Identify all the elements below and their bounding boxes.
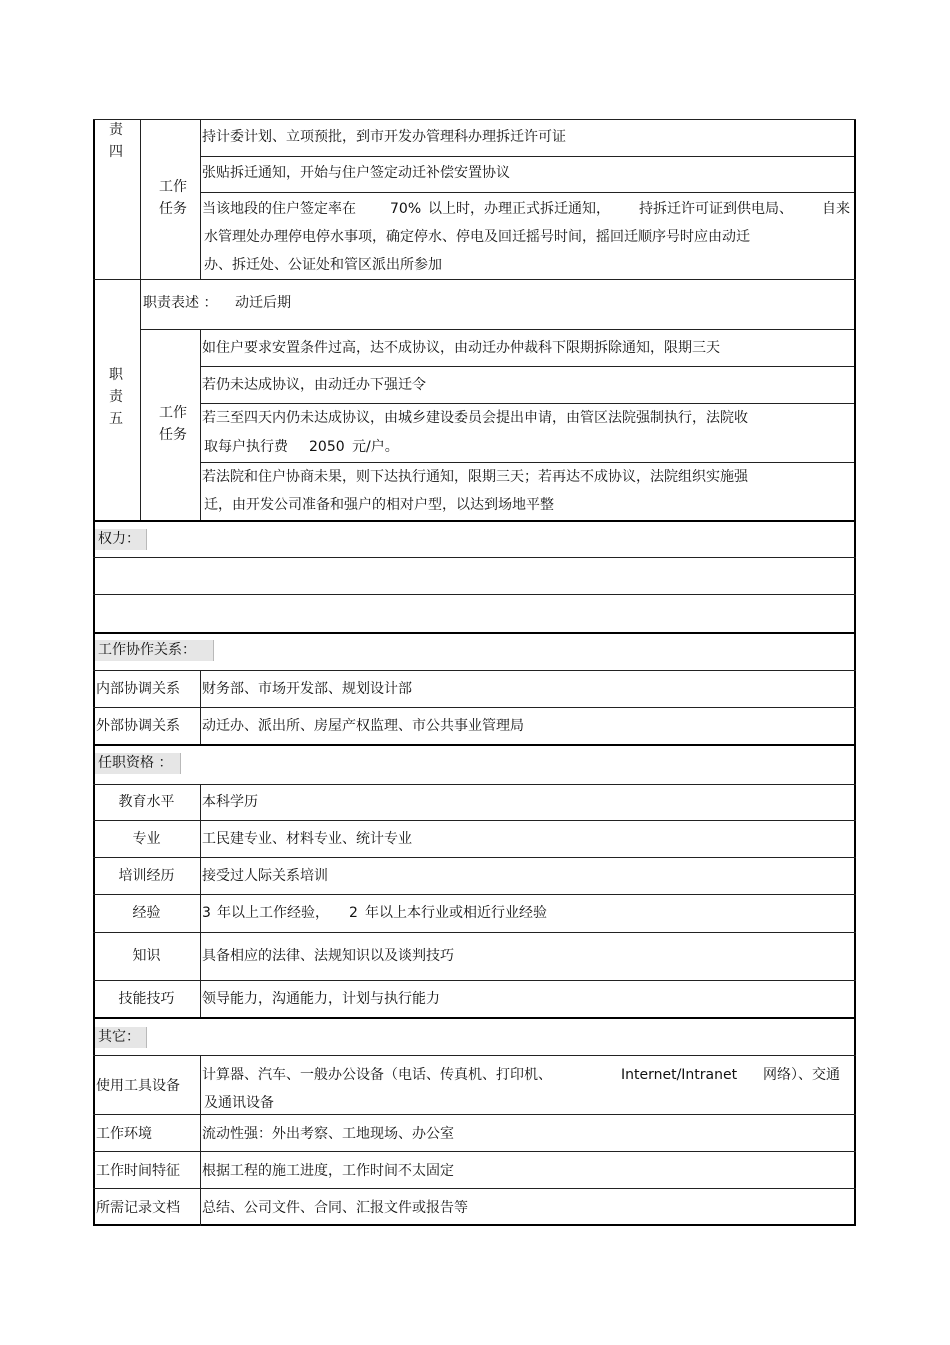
- duty5-top-line: [93, 279, 856, 280]
- experience-value-c: 2: [349, 905, 358, 921]
- duty5-desc-line: [140, 329, 854, 330]
- tools-value-c: 网络）、交通: [763, 1067, 840, 1083]
- duty4-label: [93, 119, 139, 163]
- duty4-col-divider: [140, 119, 141, 279]
- records-value: 总结、公司文件、合同、汇报文件或报告等: [202, 1200, 468, 1216]
- task-label-char: 任务: [159, 201, 187, 217]
- cooperation-col-divider: [200, 670, 201, 744]
- duty5-col-divider: [140, 279, 141, 520]
- duty5-task-3-line2c: 元/户。: [352, 439, 399, 455]
- experience-value-b: 年以上工作经验，: [217, 905, 329, 921]
- environment-key: 工作环境: [96, 1126, 152, 1142]
- other-section-label: [95, 1027, 147, 1048]
- external-coordination-key: 外部协调关系: [96, 718, 180, 734]
- internal-coordination-key: 内部协调关系: [96, 681, 180, 697]
- other-row-line: [93, 1188, 856, 1189]
- duty4-row-line: [200, 156, 854, 157]
- internal-coordination-value: 财务部、市场开发部、规划设计部: [202, 681, 412, 697]
- qualification-row-line: [93, 932, 856, 933]
- other-row-line: [93, 1151, 856, 1152]
- duty4-task-3-d: 自来: [822, 201, 850, 217]
- other-row-line: [93, 1055, 856, 1056]
- education-key: 教育水平: [118, 794, 175, 810]
- duty5-label-char: 五: [109, 411, 123, 427]
- duty5-label-char: 职: [109, 367, 123, 383]
- education-value: 本科学历: [202, 794, 258, 810]
- other-top-line: [93, 1017, 856, 1019]
- job-description-table: [93, 119, 856, 1226]
- duty4-task-label: [145, 176, 201, 220]
- duty4-task-3-b: 以上时，办理正式拆迁通知，: [428, 201, 610, 217]
- power-row-line: [93, 594, 856, 595]
- duty4-task-3-a: 当该地段的住户签定率在: [202, 201, 356, 217]
- table-left-border: [93, 119, 95, 1226]
- qualification-col-divider: [200, 784, 201, 1017]
- duty4-row-line: [200, 192, 854, 193]
- power-label-text: 权力：: [98, 531, 140, 547]
- duty5-task-3-fee: 2050: [309, 439, 345, 455]
- power-row-line: [93, 557, 856, 558]
- duty4-task-3-pct: 70%: [390, 201, 422, 217]
- duty5-row-line: [200, 366, 854, 367]
- qualification-section-label: [95, 753, 181, 774]
- training-value: 接受过人际关系培训: [202, 868, 328, 884]
- duty5-task-1: 如住户要求安置条件过高，达不成协议，由动迁办仲裁科下限期拆除通知，限期三天: [202, 340, 720, 356]
- duty5-desc-label: 职责表述 ：: [143, 295, 218, 311]
- task-label-char: 工作: [159, 405, 187, 421]
- tools-value-d: 及通讯设备: [204, 1095, 274, 1111]
- cooperation-row-line: [93, 707, 856, 708]
- duty4-task-2: 张贴拆迁通知，开始与住户签定动迁补偿安置协议: [202, 165, 510, 181]
- cooperation-row-line: [93, 670, 856, 671]
- duty4-task-1: 持计委计划、立项预批，到市开发办管理科办理拆迁许可证: [202, 129, 566, 145]
- major-value: 工民建专业、材料专业、统计专业: [202, 831, 412, 847]
- duty4-task-3-line2: 水管理处办理停电停水事项，确定停水、停电及回迁摇号时间，摇回迁顺序号时应由动迁: [204, 229, 750, 245]
- qualification-label-text: 任职资格 ：: [98, 755, 173, 771]
- qualification-row-line: [93, 820, 856, 821]
- cooperation-section-label: [95, 640, 214, 661]
- task-label-char: 任务: [159, 427, 187, 443]
- duty5-task-2: 若仍未达成协议，由动迁办下强迁令: [202, 377, 426, 393]
- duty5-desc-value: 动迁后期: [235, 295, 291, 311]
- work-time-key: 工作时间特征: [96, 1163, 180, 1179]
- table-right-border: [854, 119, 856, 1226]
- other-label-text: 其它：: [98, 1029, 140, 1045]
- task-label-char: 工作: [159, 179, 187, 195]
- duty5-label: [93, 364, 139, 430]
- cooperation-label-text: 工作协作关系：: [98, 642, 196, 658]
- duty5-label-char: 责: [109, 389, 123, 405]
- qualification-row-line: [93, 894, 856, 895]
- experience-value-a: 3: [202, 905, 211, 921]
- work-time-value: 根据工程的施工进度，工作时间不太固定: [202, 1163, 454, 1179]
- duty4-label-char: 责: [109, 122, 123, 138]
- power-section-label: [95, 529, 147, 550]
- other-col-divider: [200, 1055, 201, 1226]
- duty4-task-3-line3: 办、拆迁处、公证处和管区派出所参加: [204, 257, 442, 273]
- table-top-border: [93, 119, 856, 120]
- tools-value-b: Internet/Intranet: [621, 1067, 738, 1083]
- qualification-row-line: [93, 784, 856, 785]
- qualification-top-line: [93, 744, 856, 746]
- other-row-line: [93, 1114, 856, 1115]
- duty5-task-3-line2a: 取每户执行费: [204, 439, 288, 455]
- duty4-task-3-c: 持拆迁许可证到供电局、: [639, 201, 793, 217]
- power-top-line: [93, 520, 856, 522]
- cooperation-top-line: [93, 632, 856, 634]
- major-key: 专业: [132, 831, 161, 847]
- skills-key: 技能技巧: [118, 991, 175, 1007]
- records-key: 所需记录文档: [96, 1200, 180, 1216]
- knowledge-value: 具备相应的法律、法规知识以及谈判技巧: [202, 948, 454, 964]
- qualification-row-line: [93, 857, 856, 858]
- external-coordination-value: 动迁办、派出所、房屋产权监理、市公共事业管理局: [202, 718, 524, 734]
- duty5-task-4-line2: 迁，由开发公司准备和强户的相对户型，以达到场地平整: [204, 497, 554, 513]
- knowledge-key: 知识: [132, 948, 161, 964]
- table-bottom-border: [93, 1224, 856, 1226]
- duty5-task-4-line1: 若法院和住户协商未果，则下达执行通知，限期三天；若再达不成协议，法院组织实施强: [202, 469, 748, 485]
- tools-value-a: 计算器、汽车、一般办公设备（电话、传真机、打印机、: [202, 1067, 552, 1083]
- experience-value-d: 年以上本行业或相近行业经验: [365, 905, 547, 921]
- duty5-task-label: [145, 402, 201, 446]
- duty5-row-line: [200, 403, 854, 404]
- duty5-task-3-line1: 若三至四天内仍未达成协议，由城乡建设委员会提出申请，由管区法院强制执行，法院收: [202, 410, 748, 426]
- tools-key: 使用工具设备: [96, 1078, 180, 1094]
- training-key: 培训经历: [118, 868, 175, 884]
- environment-value: 流动性强：外出考察、工地现场、办公室: [202, 1126, 454, 1142]
- skills-value: 领导能力，沟通能力，计划与执行能力: [202, 991, 440, 1007]
- qualification-row-line: [93, 980, 856, 981]
- experience-key: 经验: [132, 905, 161, 921]
- duty4-label-char: 四: [109, 144, 123, 160]
- duty5-row-line: [200, 462, 854, 463]
